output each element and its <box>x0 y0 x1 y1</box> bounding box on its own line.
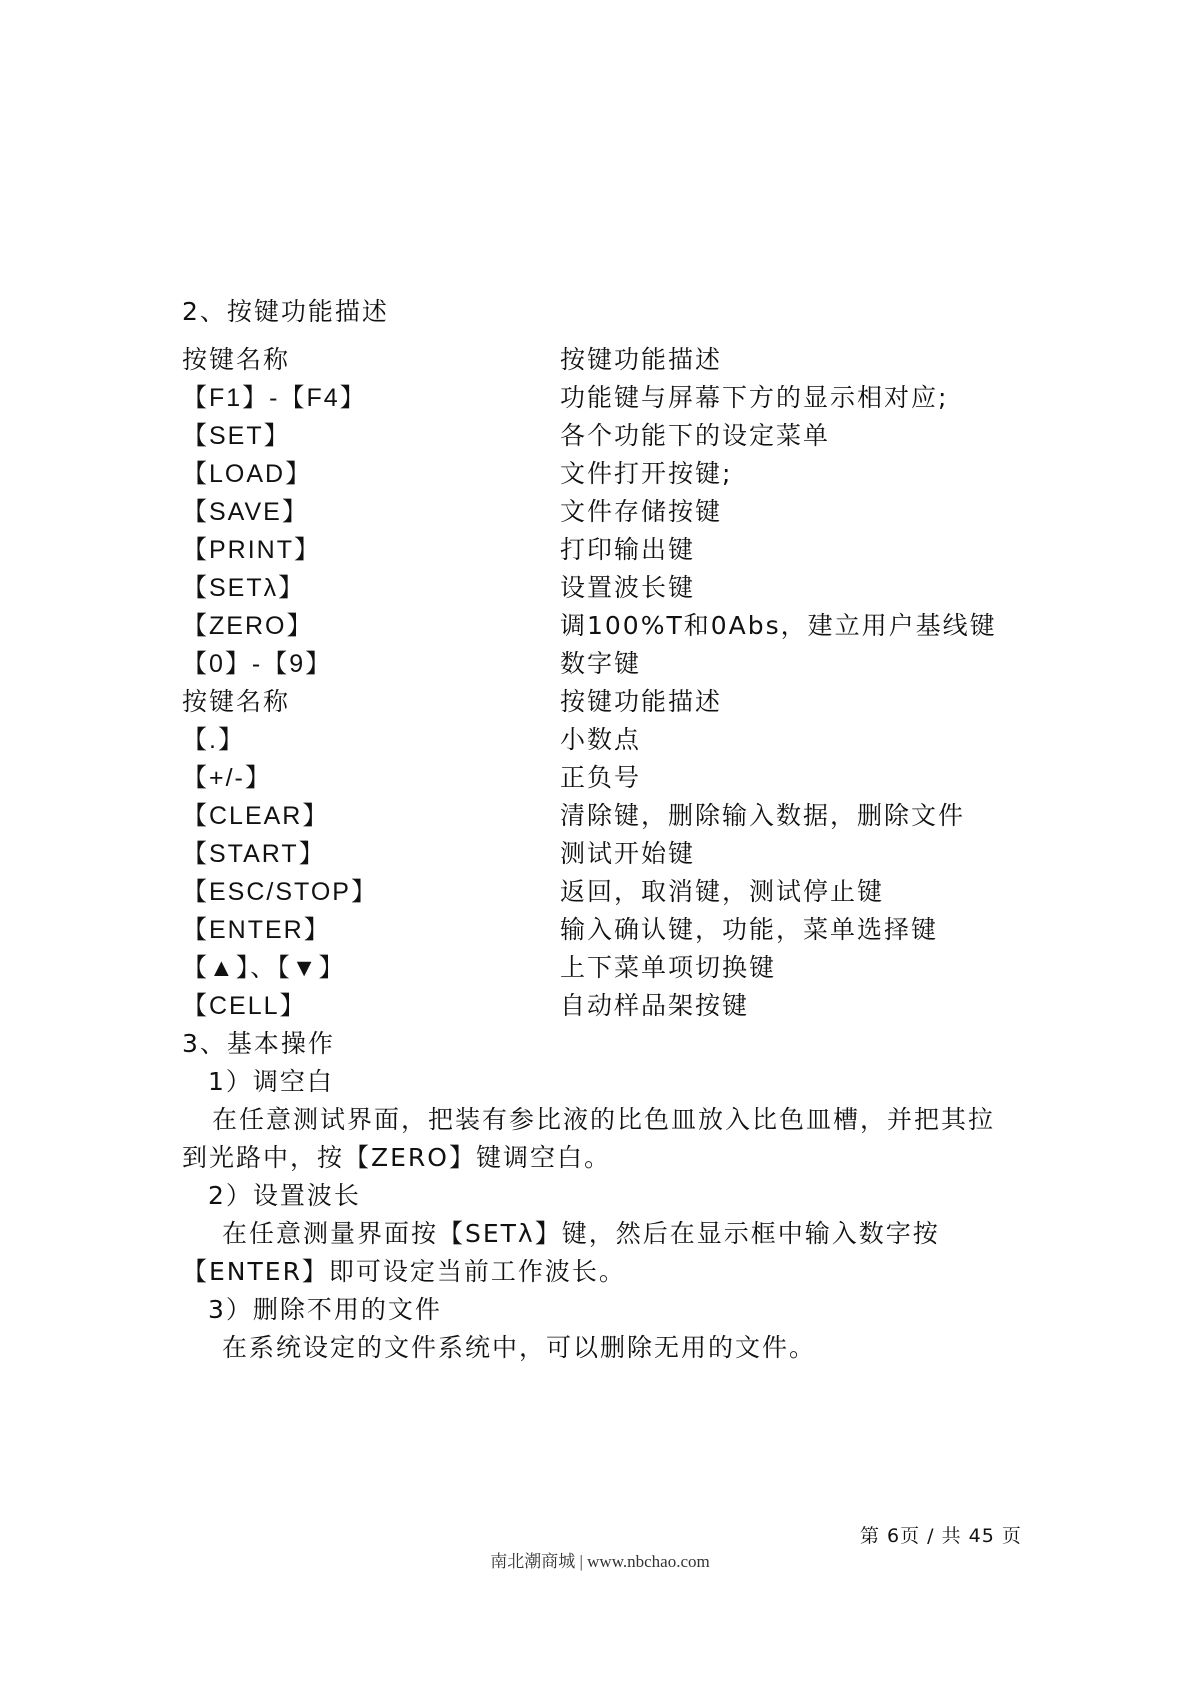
table-row-key-desc: 打印输出键 <box>560 535 696 564</box>
table-row-key-desc: 设置波长键 <box>560 573 696 602</box>
subsection-title: 2）设置波长 <box>208 1181 361 1210</box>
paragraph-line: 【ENTER】即可设定当前工作波长。 <box>182 1257 626 1286</box>
table-row-key-desc: 文件打开按键; <box>560 459 733 488</box>
table-row-key-desc: 测试开始键 <box>560 839 696 868</box>
table-header-key-name: 按键名称 <box>182 688 291 716</box>
subsection-title: 1）调空白 <box>208 1067 334 1096</box>
table-row-key-name: 【SETλ】 <box>182 574 306 602</box>
page-number: 第 6页 / 共 45 页 <box>860 1525 1022 1547</box>
section-3-title: 3、基本操作 <box>182 1029 335 1058</box>
table-row-key-desc: 功能键与屏幕下方的显示相对应; <box>560 383 949 412</box>
table-row-key-name: 【ZERO】 <box>182 612 314 640</box>
paragraph-line: 在系统设定的文件系统中，可以删除无用的文件。 <box>222 1333 817 1362</box>
table-row-key-desc: 清除键，删除输入数据，删除文件 <box>560 801 966 830</box>
table-row-key-name: 【PRINT】 <box>182 536 322 564</box>
table-row-key-desc: 各个功能下的设定菜单 <box>560 421 831 450</box>
table-row-key-name: 【▲】、【▼】 <box>182 954 346 982</box>
table-row-key-desc: 调100%T和0Abs，建立用户基线键 <box>560 611 997 640</box>
table-header-key-name: 按键名称 <box>182 346 291 374</box>
table-row-key-name: 【CLEAR】 <box>182 802 330 830</box>
table-row-key-name: 【0】-【9】 <box>182 650 333 678</box>
table-row-key-name: 【SAVE】 <box>182 498 309 526</box>
table-row-key-name: 【LOAD】 <box>182 460 313 488</box>
table-row-key-name: 【F1】-【F4】 <box>182 384 367 412</box>
paragraph-line: 到光路中，按【ZERO】键调空白。 <box>182 1143 611 1172</box>
table-row-key-name: 【ENTER】 <box>182 916 331 944</box>
table-row-key-desc: 正负号 <box>560 763 642 792</box>
table-row-key-desc: 返回，取消键，测试停止键 <box>560 877 885 906</box>
paragraph-line: 在任意测试界面，把装有参比液的比色皿放入比色皿槽，并把其拉 <box>212 1105 996 1134</box>
subsection-title: 3）删除不用的文件 <box>208 1295 442 1324</box>
table-header-key-desc: 按键功能描述 <box>560 345 723 374</box>
table-row-key-name: 【START】 <box>182 840 326 868</box>
footer-site: 南北潮商城 | www.nbchao.com <box>490 1552 710 1571</box>
table-row-key-desc: 上下菜单项切换键 <box>560 953 777 982</box>
table-row-key-desc: 输入确认键，功能，菜单选择键 <box>560 915 939 944</box>
table-row-key-name: 【ESC/STOP】 <box>182 878 378 906</box>
table-row-key-name: 【+/-】 <box>182 764 272 792</box>
table-row-key-name: 【CELL】 <box>182 992 307 1020</box>
table-row-key-desc: 小数点 <box>560 725 642 754</box>
table-header-key-desc: 按键功能描述 <box>560 687 723 716</box>
table-row-key-desc: 数字键 <box>560 649 642 678</box>
table-row-key-name: 【.】 <box>182 726 245 754</box>
table-row-key-desc: 文件存储按键 <box>560 497 723 526</box>
table-row-key-desc: 自动样品架按键 <box>560 991 750 1020</box>
table-row-key-name: 【SET】 <box>182 422 291 450</box>
paragraph-line: 在任意测量界面按【SETλ】键，然后在显示框中输入数字按 <box>222 1219 940 1248</box>
section-2-title: 2、按键功能描述 <box>182 297 389 326</box>
